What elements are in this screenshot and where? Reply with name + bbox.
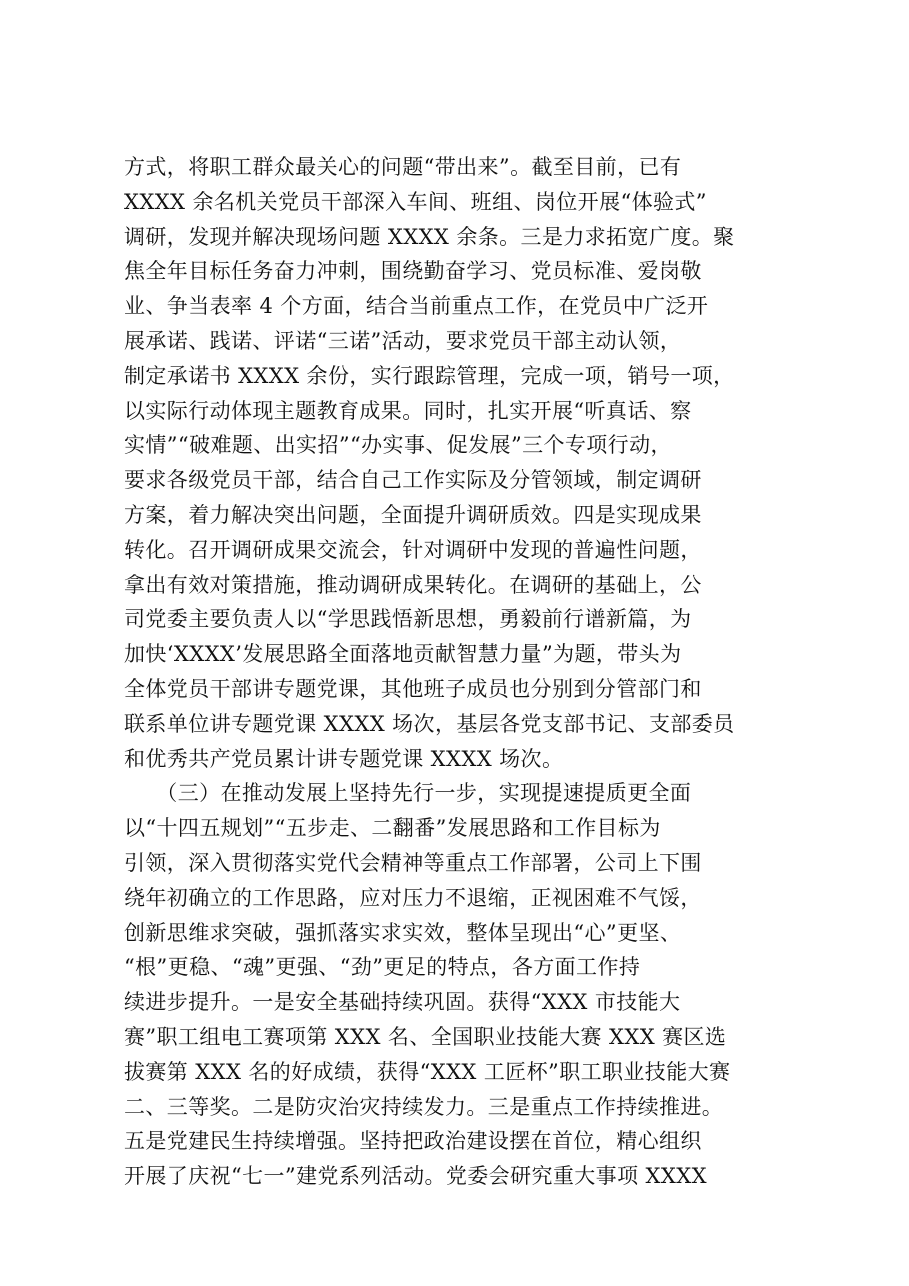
text-line-11: 方案，着力解决突出问题，全面提升调研质效。四是实现成果 [124,502,702,527]
text-line-17: 联系单位讲专题党课 XXXX 场次，基层各党支部书记、支部委员 [124,711,735,736]
text-line-10: 要求各级党员干部，结合自己工作实际及分管领域，制定调研 [124,468,702,493]
text-line-20: 以“十四五规划”“五步走、二翻番”发展思路和工作目标为 [124,816,661,841]
text-line-26: 赛”职工组电工赛项第 XXX 名、全国职业技能大赛 XXX 赛区选 [124,1024,727,1049]
text-line-12: 转化。召开调研成果交流会，针对调研中发现的普遍性问题， [124,537,702,562]
text-line-19: （三）在推动发展上坚持先行一步，实现提速提质更全面 [124,781,692,806]
text-line-27: 拔赛第 XXX 名的好成绩，获得“XXX 工匠杯”职工职业技能大赛 [124,1059,731,1084]
text-line-8: 以实际行动体现主题教育成果。同时，扎实开展“听真话、察 [124,398,692,423]
text-line-1: 方式，将职工群众最关心的问题“带出来”。截至目前，已有 [124,155,682,179]
text-line-14: 司党委主要负责人以“学思践悟新思想，勇毅前行谱新篇，为 [124,607,692,632]
text-line-23: 创新思维求突破，强抓落实求实效，整体呈现出“心”更坚、 [124,920,682,945]
text-line-9: 实情”“破难题、出实招”“办实事、促发展”三个专项行动， [124,433,672,458]
text-line-13: 拿出有效对策措施，推动调研成果转化。在调研的基础上，公 [124,572,702,597]
text-line-18: 和优秀共产党员累计讲专题党课 XXXX 场次。 [124,746,564,771]
text-line-3: 调研，发现并解决现场问题 XXXX 余条。三是力求拓宽广度。聚 [124,224,735,249]
text-line-21: 引领，深入贯彻落实党代会精神等重点工作部署，公司上下围 [124,850,702,875]
text-line-4: 焦全年目标任务奋力冲刺，围绕勤奋学习、党员标准、爱岗敬 [124,259,702,284]
text-line-2: XXXX 余名机关党员干部深入车间、班组、岗位开展“体验式” [124,189,707,214]
text-line-25: 续进步提升。一是安全基础持续巩固。获得“XXX 市技能大 [124,990,681,1015]
text-line-30: 开展了庆祝“七一”建党系列活动。党委会研究重大事项 XXXX [124,1164,707,1189]
text-line-5: 业、争当表率 4 个方面，结合当前重点工作，在党员中广泛开 [124,294,709,319]
text-line-29: 五是党建民生持续增强。坚持把政治建设摆在首位，精心组织 [124,1129,702,1154]
text-line-15: 加快‘XXXX’发展思路全面落地贡献智慧力量”为题，带头为 [124,642,682,667]
text-line-7: 制定承诺书 XXXX 余份，实行跟踪管理，完成一项，销号一项， [124,363,735,388]
body-text [124,150,844,1194]
text-line-6: 展承诺、践诺、评诺“三诺”活动，要求党员干部主动认领， [124,328,682,353]
text-line-22: 绕年初确立的工作思路，应对压力不退缩，正视困难不气馁， [124,885,702,910]
text-line-28: 二、三等奖。二是防灾治灾持续发力。三是重点工作持续推进。 [124,1094,724,1119]
text-line-24: “根”更稳、“魂”更强、“劲”更足的特点，各方面工作持 [124,955,641,980]
text-line-16: 全体党员干部讲专题党课，其他班子成员也分别到分管部门和 [124,676,702,701]
